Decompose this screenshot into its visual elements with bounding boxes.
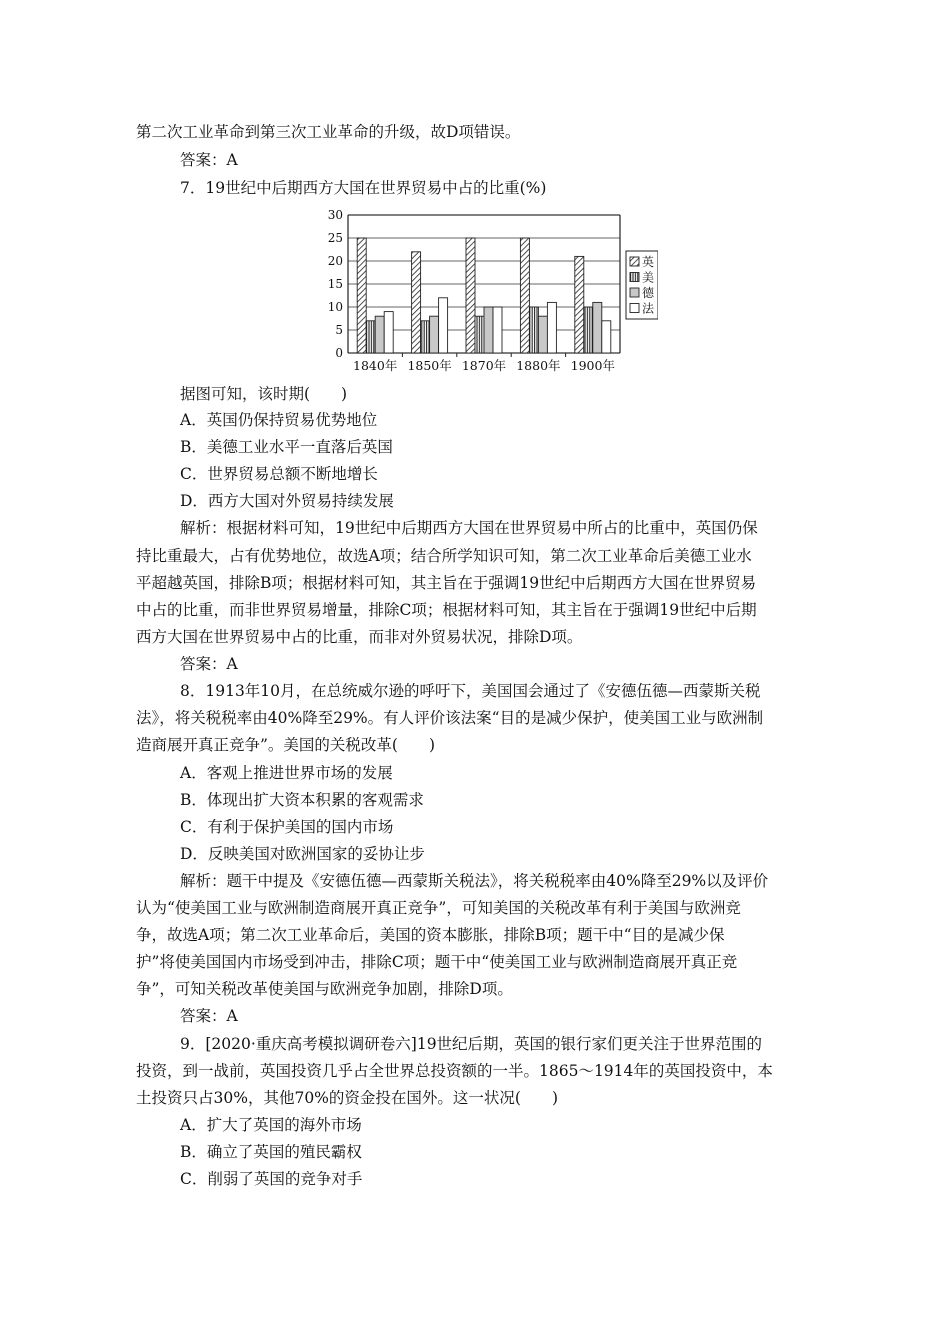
- x-tick-label: 1850年: [407, 358, 452, 373]
- bar-chart: [318, 205, 658, 385]
- x-tick-label: 1840年: [353, 358, 398, 373]
- bar-德-1840年: [375, 316, 384, 353]
- x-tick-label: 1870年: [461, 358, 507, 373]
- legend-label-法: 法: [642, 301, 655, 316]
- analysis-line: 争，故选A项；第二次工业革命后，美国的资本膨胀，排除B项；题干中“目的是减少保: [136, 926, 725, 944]
- analysis-line: 护”将使美国国内市场受到冲击，排除C项；题干中“使美国工业与欧洲制造商展开真正竞: [136, 953, 738, 971]
- option-b: B．确立了英国的殖民霸权: [180, 1143, 362, 1161]
- y-tick-label: 10: [327, 300, 343, 314]
- option-a: A．扩大了英国的海外市场: [180, 1116, 362, 1134]
- bar-法-1880年: [547, 302, 556, 353]
- question-8-line: 造商展开真正竞争”。美国的关税改革( ): [136, 736, 436, 754]
- option-c: C．世界贸易总额不断地增长: [180, 465, 378, 483]
- option-b: B．体现出扩大资本积累的客观需求: [180, 791, 424, 809]
- chart-svg: [318, 205, 658, 385]
- y-tick-label: 20: [327, 254, 343, 268]
- x-tick-label: 1880年: [516, 358, 561, 373]
- bar-法-1850年: [439, 298, 448, 353]
- question-9-line: 9．[2020·重庆高考模拟调研卷六]19世纪后期，英国的银行家们更关注于世界范围的: [180, 1035, 763, 1053]
- answer-line: 答案：A: [180, 151, 238, 169]
- question-9-line: 土投资只占30%，其他70%的资金投在国外。这一状况( ): [136, 1089, 558, 1107]
- legend-swatch-法: [630, 304, 639, 313]
- bar-美-1880年: [529, 307, 538, 353]
- question-9-line: 投资，到一战前，英国投资几乎占全世界总投资额的一半。1865～1914年的英国投资中，本: [136, 1062, 773, 1080]
- y-tick-label: 5: [335, 323, 343, 337]
- answer-line: 答案：A: [180, 655, 238, 673]
- y-tick-label: 15: [327, 277, 343, 291]
- question-7-title: 7．19世纪中后期西方大国在世界贸易中占的比重(%): [180, 179, 547, 197]
- analysis-line: 争”，可知关税改革使美国与欧洲竞争加剧，排除D项。: [136, 980, 513, 998]
- bar-德-1900年: [593, 302, 602, 353]
- analysis-line: 平超越英国，排除B项；根据材料可知，其主旨在于强调19世纪中后期西方大国在世界贸易: [136, 574, 757, 592]
- bar-英-1840年: [357, 238, 366, 353]
- legend-label-英: 英: [642, 255, 655, 269]
- y-tick-label: 25: [327, 231, 343, 245]
- bar-英-1880年: [520, 238, 529, 353]
- y-tick-label: 30: [327, 208, 343, 222]
- option-a: A．客观上推进世界市场的发展: [180, 764, 393, 782]
- bar-英-1870年: [466, 238, 475, 353]
- question-8-line: 法》，将关税税率由40%降至29%。有人评价该法案“目的是减少保护，使美国工业与欧洲制: [136, 709, 764, 727]
- legend-label-美: 美: [642, 270, 655, 285]
- bar-美-1840年: [366, 321, 375, 353]
- y-tick-label: 0: [335, 346, 343, 360]
- bar-法-1840年: [384, 312, 393, 353]
- option-d: D．西方大国对外贸易持续发展: [180, 492, 394, 510]
- legend-label-德: 德: [642, 286, 655, 300]
- bar-德-1850年: [430, 316, 439, 353]
- bar-英-1900年: [575, 256, 584, 353]
- bar-德-1880年: [538, 316, 547, 353]
- option-d: D．反映美国对欧洲国家的妥协让步: [180, 845, 425, 863]
- legend-swatch-英: [630, 257, 639, 266]
- analysis-line: 解析：题干中提及《安德伍德—西蒙斯关税法》，将关税税率由40%降至29%以及评价: [180, 872, 769, 890]
- bar-英-1850年: [412, 252, 421, 353]
- bar-法-1870年: [493, 307, 502, 353]
- option-a: A．英国仍保持贸易优势地位: [180, 411, 378, 429]
- bar-美-1850年: [421, 321, 430, 353]
- analysis-line: 解析：根据材料可知，19世纪中后期西方大国在世界贸易中所占的比重中，英国仍保: [180, 519, 758, 537]
- legend-swatch-美: [630, 273, 639, 282]
- analysis-line: 持比重最大，占有优势地位，故选A项；结合所学知识可知，第二次工业革命后美德工业水: [136, 547, 752, 565]
- question-7-stem: 据图可知，该时期( ): [180, 385, 348, 403]
- bar-美-1870年: [475, 316, 484, 353]
- bar-美-1900年: [584, 307, 593, 353]
- answer-line: 答案：A: [180, 1007, 238, 1025]
- x-tick-label: 1900年: [570, 358, 615, 373]
- bar-法-1900年: [602, 321, 611, 353]
- analysis-line: 西方大国在世界贸易中占的比重，而非对外贸易状况，排除D项。: [136, 628, 583, 646]
- option-b: B．美德工业水平一直落后英国: [180, 438, 393, 456]
- text-line: 第二次工业革命到第三次工业革命的升级，故D项错误。: [136, 123, 521, 141]
- question-8-line: 8．1913年10月，在总统威尔逊的呼吁下，美国国会通过了《安德伍德—西蒙斯关税: [180, 682, 761, 700]
- legend-swatch-德: [630, 288, 639, 297]
- option-c: C．削弱了英国的竞争对手: [180, 1170, 363, 1188]
- option-c: C．有利于保护美国的国内市场: [180, 818, 394, 836]
- bar-德-1870年: [484, 307, 493, 353]
- analysis-line: 中占的比重，而非世界贸易增量，排除C项；根据材料可知，其主旨在于强调19世纪中后期: [136, 601, 757, 619]
- analysis-line: 认为“使美国工业与欧洲制造商展开真正竞争”，可知美国的关税改革有利于美国与欧洲竞: [136, 899, 741, 917]
